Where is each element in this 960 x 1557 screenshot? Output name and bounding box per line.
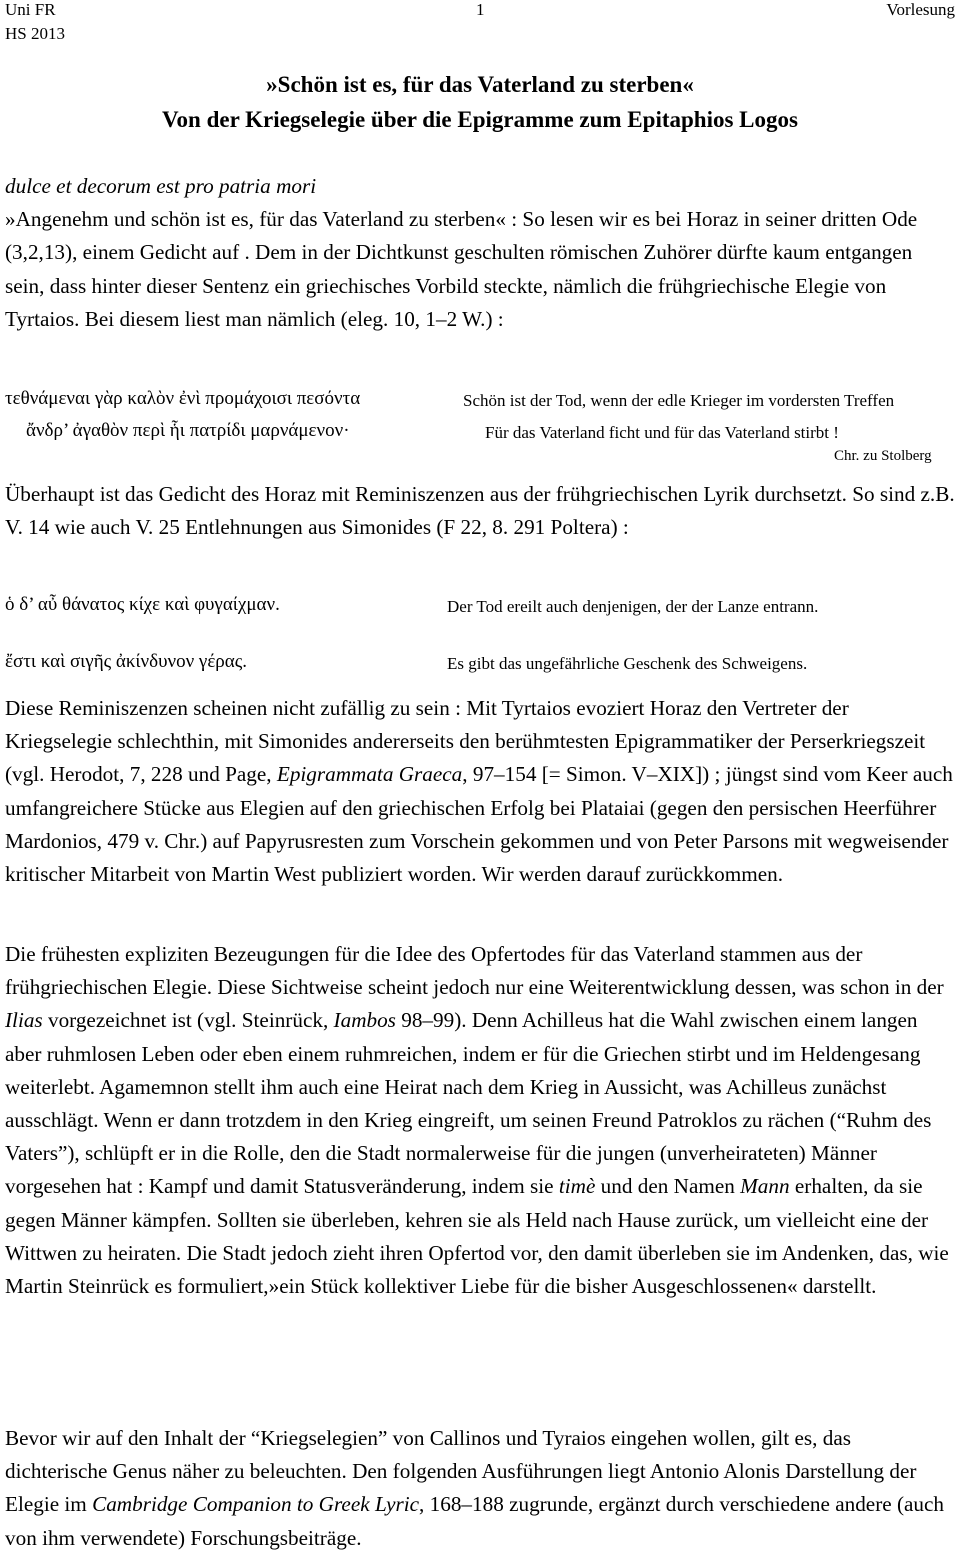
paragraph-2-block [5,478,955,544]
paragraph-3-text-a: Diese Reminiszenzen scheinen nicht zufällig zu sein : Mit Tyrtaios evoziert Horaz den Vertreter der Kriegselegie schlechthin, mit Simonides andererseits den berühmtesten Epigrammatiker der Perserkriegszeit (vgl. Herodot, 7, 228 und Page, [5,696,926,787]
simonides-translation-1: Der Tod ereilt auch denjenigen, der der Lanze entrann. [447,597,819,616]
paragraph-3-text-b: , 97–154 [= Simon. V–XIX]) ; jüngst sind vom Keer auch umfangreichere Stücke aus Elegien auf den griechischen Erfolg bei Plataiai (gegen den persischen Heerführer Mardonios, 479 v. Chr.) auf Papyrusresten zum Vorschein gekommen und von Peter Parsons mit wegweisender kritischer Mitarbeit von Martin West publiziert worden. Wir werden darauf zurückkommen. [5,762,953,887]
title-line-1: »Schön ist es, für das Vaterland zu sterben« [266,72,694,97]
paragraph-3 [5,692,955,891]
greek-quote-line-1: τεθνάμεναι γὰρ καλὸν ἐνὶ προμάχοισι πεσόντα [5,388,361,409]
paragraph-4-italic-ilias: Ilias [5,1008,43,1033]
translation-line-2: Für das Vaterland ficht und für das Vaterland stirbt ! [485,423,839,442]
motto: dulce et decorum est pro patria mori [5,174,317,198]
header-university: Uni FR [5,0,56,19]
paragraph-5-text-b: , 168–188 zugrunde, ergänzt durch verschiedene andere (auch von ihm verwendete) Forschungsbeiträge. [5,1492,944,1550]
header-semester: HS 2013 [5,24,65,43]
paragraph-4-text-a: Die frühesten expliziten Bezeugungen für die Idee des Opfertodes für das Vaterland stammen aus der frühgriechischen Elegie. Diese Sichtweise scheint jedoch nur eine Weiterentwicklung dessen, was schon in der [5,942,944,1000]
translation-line-1: Schön ist der Tod, wenn der edle Krieger im vordersten Treffen [463,391,895,410]
paragraph-4-text-b: vorgezeichnet ist (vgl. Steinrück, [42,1008,334,1033]
translator-credit: Chr. zu Stolberg [834,448,932,464]
paragraph-4 [5,938,955,1303]
paragraph-5-italic-companion: Cambridge Companion to Greek Lyric [92,1492,420,1517]
paragraph-4-italic-time: timè [558,1174,596,1199]
simonides-greek-1: ὁ δ’ αὖ θάνατος κίχε καὶ φυγαίχμαν. [5,594,280,615]
paragraph-2: Überhaupt ist das Gedicht des Horaz mit Reminiszenzen aus der frühgriechischen Lyrik durchsetzt. So sind z.B. V. 14 wie auch V. 25 Entlehnungen aus Simonides (F 22, 8. 291 Poltera) : [5,482,955,540]
page-header [0,0,960,48]
paragraph-1: »Angenehm und schön ist es, für das Vaterland zu sterben« : So lesen wir es bei Horaz in seiner dritten Ode (3,2,13), einem Gedicht auf . Dem in der Dichtkunst geschulten römischen Zuhörer dürfte kaum entgangen sein, dass hinter dieser Sentenz ein griechisches Vorbild steckte, nämlich die frühgriechische Elegie von Tyrtaios. Bei diesem liest man nämlich (eleg. 10, 1–2 W.) : [5,207,918,331]
paragraph-4-text-c: 98–99). Denn Achilleus hat die Wahl zwischen einem langen aber ruhmlosen Leben oder eben einem ruhmreichen, indem er für die Griechen stirbt und im Heldengesang weiterlebt. Agamemnon stellt ihm auch eine Heirat nach dem Krieg in Aussicht, was Achilleus zunächst ausschlägt. Wenn er dann trotzdem in den Krieg eingreift, um seinen Freund Patroklos zu rächen (“Ruhm des Vaters”), schlüpft er in die Rolle, den die Stadt normalerweise für die jungen (unverheirateten) Männer vorgesehen hat : Kampf und damit Statusveränderung, indem sie [5,1008,932,1199]
paragraph-5 [5,1422,955,1555]
paragraph-4-italic-iambos: Iambos [333,1008,396,1033]
page-number: 1 [476,0,485,19]
intro-block [5,170,955,336]
simonides-greek-2: ἔστι καὶ σιγῆς ἀκίνδυνον γέρας. [5,651,248,672]
simonides-translation-2: Es gibt das ungefährliche Geschenk des Schweigens. [447,654,808,673]
header-course-type: Vorlesung [886,0,955,19]
greek-quote-line-2: ἄνδρ’ ἀγαθὸν περὶ ἧι πατρίδι μαρνάμενον· [26,420,350,441]
paragraph-4-text-d: und den Namen [595,1174,741,1199]
paragraph-3-italic-title: Epigrammata Graeca [276,762,463,787]
paragraph-4-italic-mann: Mann [740,1174,790,1199]
title-line-2: Von der Kriegselegie über die Epigramme zum Epitaphios Logos [162,107,798,132]
paragraph-4-text-e: erhalten, da sie gegen Männer kämpfen. Sollten sie überleben, kehren sie als Held nach Hause zurück, um vielleicht eine der Wittwen zu heiraten. Die Stadt jedoch zieht ihren Opfertod vor, den damit überleben sie im Andenken, das, wie Martin Steinrück es formuliert,»ein Stück kollektiver Liebe für die bisher Ausgeschlossenen« darstellt. [5,1174,949,1299]
paragraph-5-text-a: Bevor wir auf den Inhalt der “Kriegselegien” von Callinos und Tyraios eingehen wollen, gilt es, das dichterische Genus näher zu beleuchten. Den folgenden Ausführungen liegt Antonio Alonis Darstellung der Elegie im [5,1426,917,1517]
